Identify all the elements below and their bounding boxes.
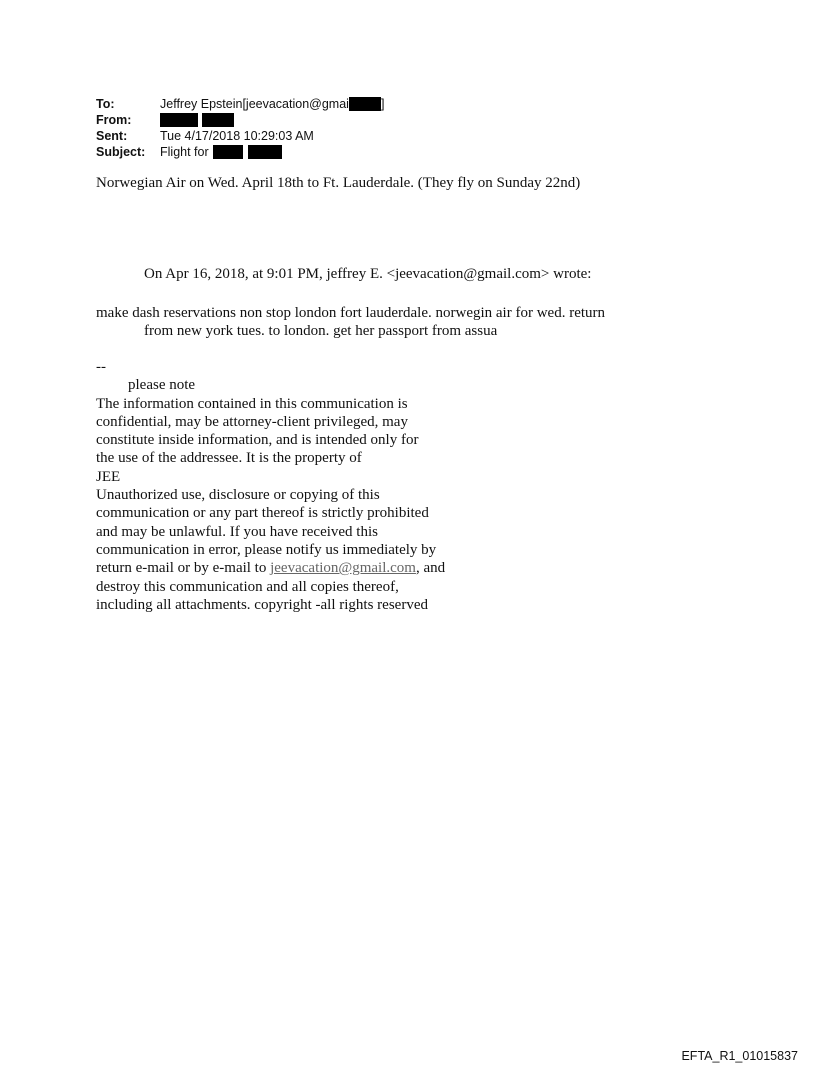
sent-label: Sent: [96, 129, 128, 143]
to-row [96, 96, 384, 112]
quoted-message [96, 304, 605, 340]
redaction-box [160, 113, 198, 127]
subject-value: Flight for [160, 145, 209, 159]
disclaimer-line: Unauthorized use, disclosure or copying of this [96, 487, 380, 504]
signature-separator: -- [96, 359, 106, 375]
subject-row [96, 144, 384, 160]
from-row [96, 112, 384, 128]
disclaimer-line: The information contained in this communication is [96, 395, 408, 412]
signature-block [96, 358, 445, 614]
quoted-intro: On Apr 16, 2018, at 9:01 PM, jeffrey E. <jeevacation@gmail.com> wrote: [144, 266, 592, 282]
redaction-box [213, 145, 243, 159]
quoted-line-2: from new york tues. to london. get her passport from assua [144, 323, 498, 339]
signature-note: please note [128, 377, 196, 394]
redaction-box [349, 97, 381, 111]
redaction-box [202, 113, 234, 127]
sent-value: Tue 4/17/2018 10:29:03 AM [160, 129, 314, 143]
disclaimer-line: JEE [96, 468, 121, 485]
email-post: , and [415, 560, 446, 577]
to-suffix: ] [380, 97, 385, 111]
disclaimer-line: including all attachments. copyright -all rights reserved [96, 596, 428, 613]
disclaimer-line: the use of the addressee. It is the property of [96, 450, 362, 467]
redaction-box [248, 145, 282, 159]
disclaimer-email-line [96, 559, 445, 577]
to-label: To: [96, 97, 115, 111]
to-value: Jeffrey Epstein[jeevacation@gmai [160, 97, 349, 111]
disclaimer-line: and may be unlawful. If you have received this [96, 523, 378, 540]
subject-label: Subject: [96, 145, 146, 159]
disclaimer-line: communication or any part thereof is strictly prohibited [96, 505, 429, 522]
email-header [96, 96, 384, 160]
disclaimer-line: confidential, may be attorney-client privileged, may [96, 413, 408, 430]
disclaimer-line: communication in error, please notify us immediately by [96, 541, 437, 558]
from-label: From: [96, 113, 132, 127]
email-pre: return e-mail or by e-mail to [96, 560, 271, 577]
reply-text: Norwegian Air on Wed. April 18th to Ft. Lauderdale. (They fly on Sunday 22nd) [96, 175, 581, 191]
disclaimer-line: constitute inside information, and is intended only for [96, 432, 419, 449]
document-id: EFTA_R1_01015837 [681, 1049, 798, 1063]
quoted-line-1: make dash reservations non stop london fort lauderdale. norwegin air for wed. return [96, 305, 606, 321]
disclaimer-line: destroy this communication and all copies thereof, [96, 578, 399, 595]
sent-row [96, 128, 384, 144]
email-link[interactable]: jeevacation@gmail.com [270, 560, 416, 577]
